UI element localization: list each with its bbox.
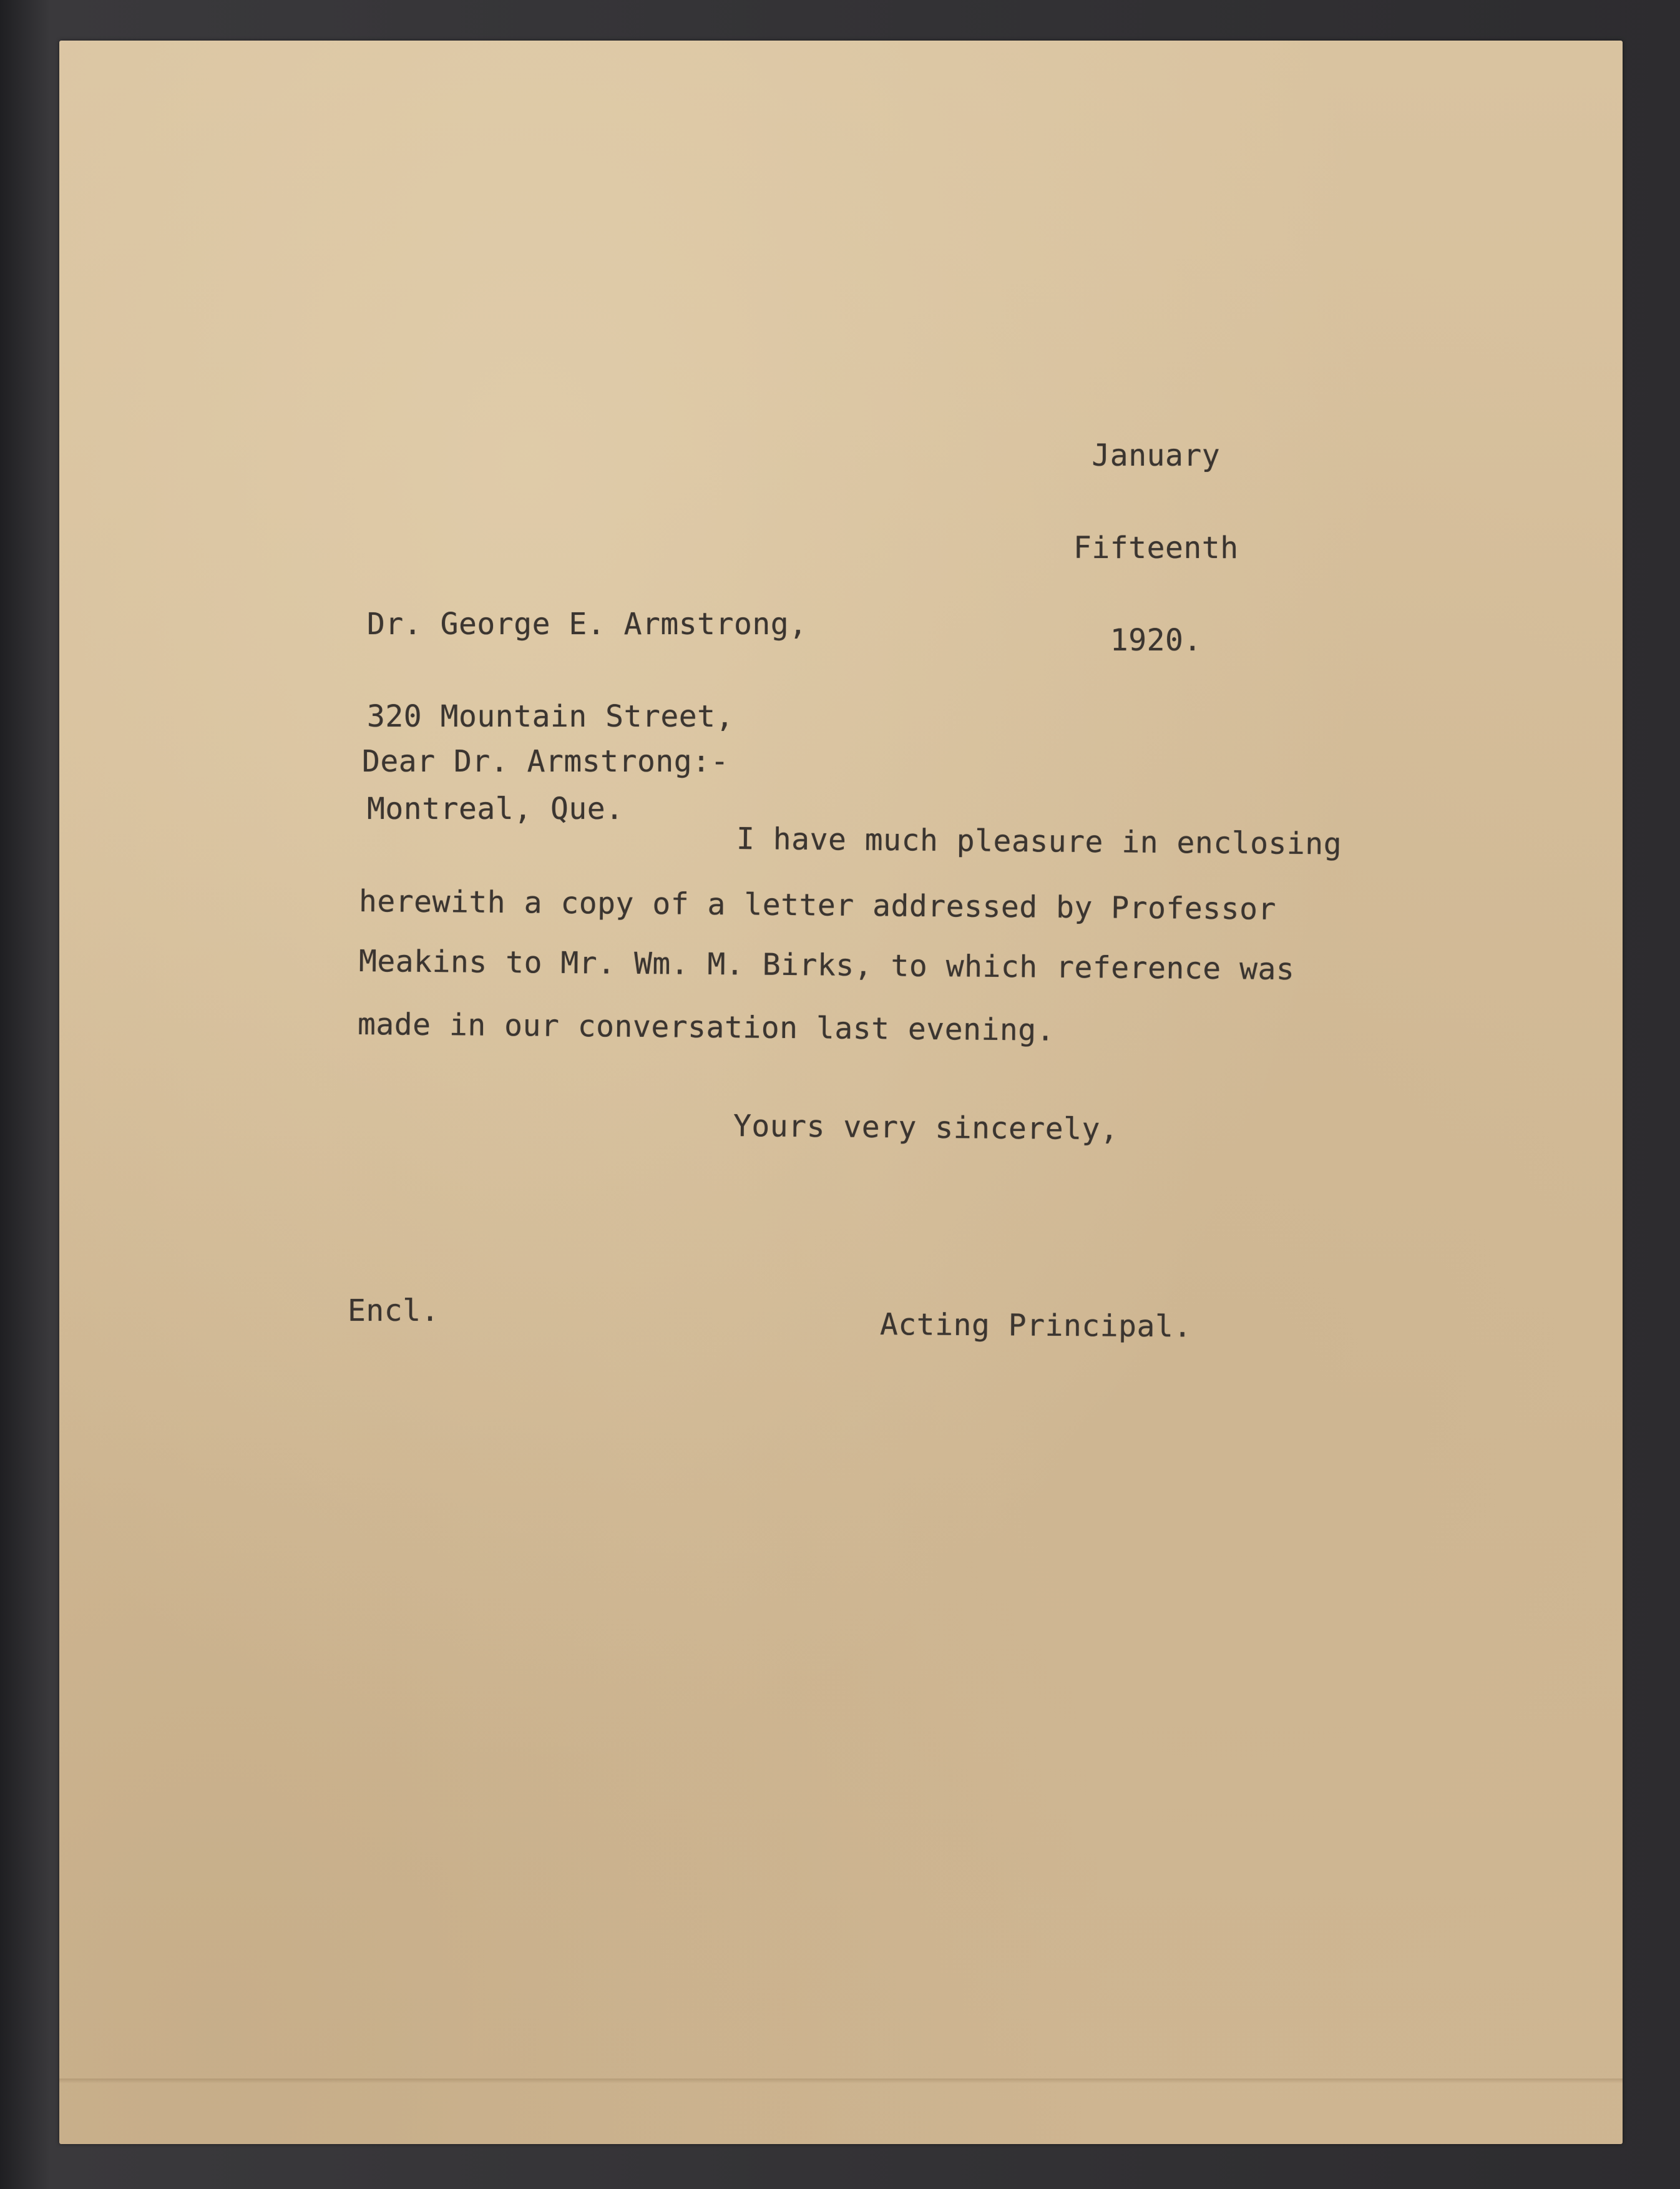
- body-line-1: I have much pleasure in enclosing: [736, 821, 1342, 862]
- letter-page: [59, 41, 1623, 2144]
- recipient-address: [367, 549, 808, 856]
- date-day: Fifteenth: [1073, 531, 1239, 566]
- salutation: Dear Dr. Armstrong:-: [362, 744, 729, 779]
- recipient-street: 320 Mountain Street,: [367, 699, 734, 734]
- paper-fold-shadow: [59, 2079, 1623, 2084]
- letter-date: [1073, 381, 1239, 688]
- body-line-3: Meakins to Mr. Wm. M. Birks, to which reference was: [358, 944, 1295, 987]
- recipient-city: Montreal, Que.: [367, 791, 624, 826]
- complimentary-close: Yours very sincerely,: [733, 1109, 1119, 1147]
- signatory-title: Acting Principal.: [879, 1307, 1192, 1344]
- body-line-4: made in our conversation last evening.: [357, 1007, 1055, 1048]
- recipient-name: Dr. George E. Armstrong,: [367, 607, 808, 642]
- date-month: January: [1092, 438, 1221, 473]
- body-line-2: herewith a copy of a letter addressed by Professor: [358, 884, 1277, 927]
- enclosure-note: Encl.: [348, 1293, 439, 1328]
- date-year: 1920.: [1110, 623, 1202, 658]
